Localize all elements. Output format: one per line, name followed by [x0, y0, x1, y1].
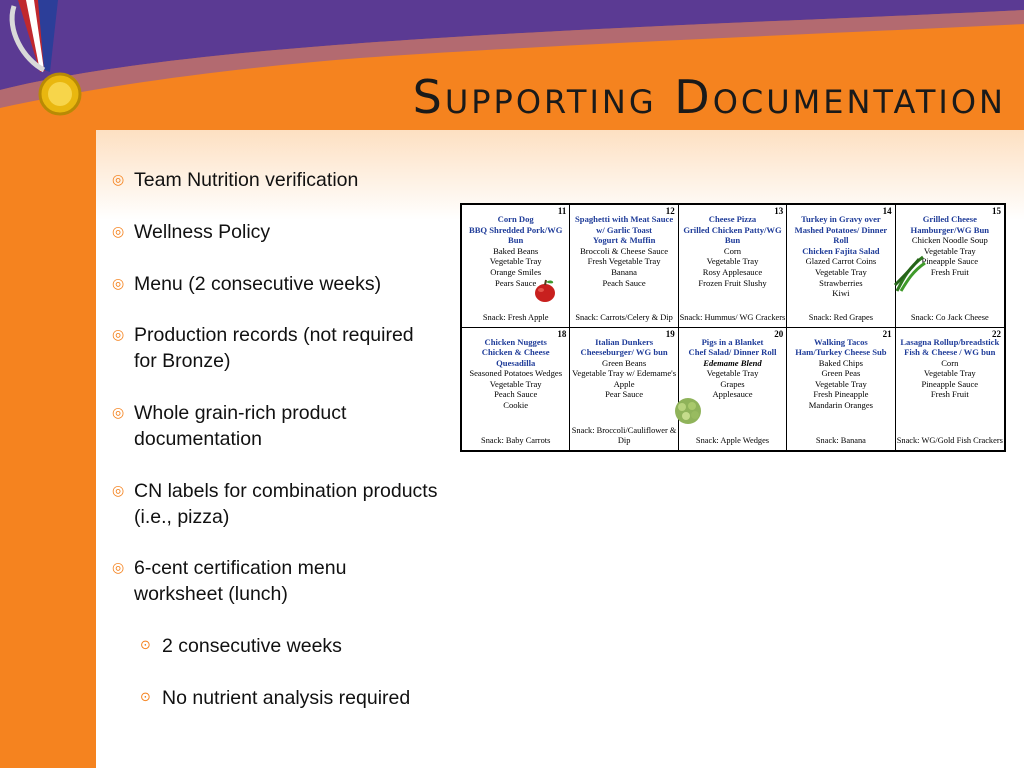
menu-item: Vegetable Tray	[923, 368, 976, 379]
menu-item: Green Peas	[821, 368, 861, 379]
menu-item: Ham/Turkey Cheese Sub	[795, 347, 887, 358]
bullet-item	[112, 322, 414, 374]
sub-bullet-text: No nutrient analysis required	[162, 687, 411, 709]
menu-day-cell	[570, 328, 678, 451]
menu-item: Apple	[613, 378, 635, 389]
menu-items	[679, 205, 786, 288]
menu-items	[462, 328, 569, 411]
menu-item: Italian Dunkers	[595, 336, 654, 347]
menu-items	[896, 328, 1004, 401]
bullet-text: Production records (not required for Bronze)	[134, 324, 414, 372]
snack-label: Snack: Hummus/ WG Crackers	[679, 312, 786, 322]
circle-bullet-icon: ◎	[112, 327, 125, 343]
small-circle-bullet-icon: ⊙	[140, 690, 151, 705]
menu-day-cell	[787, 328, 895, 451]
day-number: 22	[992, 328, 1001, 339]
bullet-item	[112, 555, 346, 607]
menu-item: Vegetable Tray	[706, 368, 759, 379]
menu-item: Pineapple Sauce	[921, 378, 979, 389]
menu-item: Baked Chips	[818, 357, 863, 368]
day-number: 20	[774, 328, 784, 339]
menu-item: Rosy Applesauce	[702, 266, 763, 277]
snack-label: Snack: WG/Gold Fish Crackers	[896, 436, 1003, 446]
small-circle-bullet-icon: ⊙	[140, 638, 151, 653]
menu-item: Seasoned Potatoes Wedges	[469, 368, 563, 379]
bullet-item	[112, 219, 270, 245]
menu-item: Pineapple Sauce	[921, 256, 979, 267]
menu-item: Corn	[723, 245, 742, 256]
menu-item: Grilled Cheese	[922, 214, 977, 224]
snack-label: Snack: Carrots/Celery & Dip	[575, 312, 673, 322]
left-accent-bar	[0, 120, 96, 768]
circle-bullet-icon: ◎	[112, 276, 125, 292]
day-number: 11	[557, 206, 567, 216]
menu-item: Applesauce	[712, 389, 753, 400]
medal-icon	[4, 0, 90, 118]
menu-item: Fresh Fruit	[930, 389, 969, 400]
snack-label: Snack: Broccoli/Cauliflower & Dip	[571, 425, 677, 446]
menu-item: Hamburger/WG Bun	[910, 224, 990, 235]
menu-item: Vegetable Tray	[706, 256, 759, 267]
menu-item: Grapes	[720, 378, 745, 389]
snack-label: Snack: Red Grapes	[808, 312, 873, 322]
menu-item: Pears Sauce	[495, 277, 537, 288]
menu-item: Spaghetti with Meat Sauce	[575, 214, 674, 224]
menu-item: Vegetable Tray	[489, 256, 542, 267]
menu-day-cell	[787, 205, 895, 328]
menu-items	[462, 205, 569, 288]
circle-bullet-icon: ◎	[112, 224, 125, 240]
day-number: 21	[882, 328, 892, 339]
menu-item: Chicken Nuggets	[484, 336, 547, 347]
menu-item: Pigs in a Blanket	[701, 336, 764, 347]
menu-item: Chicken Fajita Salad	[802, 245, 880, 256]
menu-item: Edemame Blend	[703, 357, 762, 368]
bullet-text: CN labels for combination products (i.e., pizza)	[134, 480, 438, 528]
apple-icon	[532, 279, 558, 303]
menu-item: Orange Smiles	[490, 266, 542, 277]
menu-calendar	[460, 203, 1006, 452]
menu-items	[787, 205, 894, 299]
menu-item: Vegetable Tray	[814, 266, 867, 277]
bullet-item	[112, 271, 381, 297]
menu-day-cell	[462, 205, 570, 328]
menu-item: Fresh Vegetable Tray	[587, 256, 661, 267]
day-number: 15	[992, 206, 1001, 216]
menu-day-cell	[679, 205, 787, 328]
menu-item: Chef Salad/ Dinner Roll	[688, 347, 777, 358]
snack-label: Snack: Baby Carrots	[481, 436, 551, 446]
bullet-item	[112, 400, 346, 452]
menu-item: Turkey in Gravy over	[801, 214, 881, 224]
menu-item: Mandarin Oranges	[808, 400, 873, 411]
menu-item: Frozen Fruit Slushy	[698, 277, 767, 288]
menu-items	[570, 205, 677, 288]
green-beans-icon	[893, 255, 927, 293]
menu-item: Kiwi	[832, 288, 850, 299]
snack-label: Snack: Banana	[815, 436, 866, 446]
menu-item: Chicken & Cheese Quesadilla	[481, 347, 550, 368]
bullet-item	[112, 478, 437, 530]
menu-item: Chicken Noodle Soup	[911, 235, 988, 246]
day-number: 18	[557, 328, 567, 339]
menu-item: Lasagna Rollup/breadstick	[900, 336, 1000, 347]
menu-item: BBQ Shredded Pork/WG Bun	[468, 224, 563, 246]
sub-bullet-item	[140, 685, 410, 711]
menu-item: Fresh Pineapple	[813, 389, 869, 400]
menu-item: Grilled Chicken Patty/WG Bun	[683, 224, 782, 246]
bullet-item	[112, 167, 358, 193]
menu-items	[679, 328, 786, 401]
day-number: 13	[774, 206, 784, 216]
snack-label: Snack: Apple Wedges	[695, 436, 770, 446]
menu-day-cell	[570, 205, 678, 328]
menu-item: Fish & Cheese / WG bun	[904, 347, 996, 358]
menu-item: Green Beans	[602, 357, 647, 368]
day-number: 19	[665, 328, 675, 339]
menu-items	[787, 328, 894, 411]
menu-item: Banana	[611, 266, 637, 277]
menu-item: Cookie	[503, 400, 529, 411]
menu-item: Walking Tacos	[814, 336, 868, 347]
day-number: 14	[882, 206, 892, 216]
snack-label: Snack: Fresh Apple	[482, 312, 549, 322]
menu-item: Broccoli & Cheese Sauce	[580, 245, 669, 256]
menu-item: Vegetable Tray	[814, 378, 867, 389]
menu-item: Fresh Fruit	[930, 266, 969, 277]
sub-bullet-item	[140, 633, 342, 659]
bullet-text: Team Nutrition verification	[134, 169, 359, 191]
menu-item: Yogurt & Muffin	[592, 235, 656, 246]
slide-title: Supporting Documentation	[412, 70, 1006, 124]
circle-bullet-icon: ◎	[112, 172, 125, 188]
snack-label: Snack: Co Jack Cheese	[910, 312, 989, 322]
bullet-text: Menu (2 consecutive weeks)	[134, 273, 382, 295]
menu-item: Cheeseburger/ WG bun	[580, 347, 668, 358]
menu-item: Vegetable Tray	[923, 245, 976, 256]
menu-items	[570, 328, 677, 401]
menu-item: Vegetable Tray w/ Edemame's	[572, 368, 677, 379]
sub-bullet-text: 2 consecutive weeks	[162, 635, 342, 657]
menu-item: Vegetable Tray	[489, 378, 542, 389]
menu-day-cell	[896, 328, 1004, 451]
menu-day-cell	[679, 328, 787, 451]
menu-item: Peach Sauce	[602, 277, 646, 288]
edamame-icon	[672, 397, 704, 425]
menu-item: Cheese Pizza	[708, 214, 757, 224]
menu-item: w/ Garlic Toast	[596, 224, 653, 235]
menu-day-cell	[462, 328, 570, 451]
menu-item: Strawberries	[819, 277, 863, 288]
menu-item: Peach Sauce	[494, 389, 538, 400]
menu-item: Baked Beans	[493, 245, 539, 256]
circle-bullet-icon: ◎	[112, 405, 125, 421]
menu-item: Corn Dog	[497, 214, 534, 224]
bullet-text: Wellness Policy	[134, 221, 271, 243]
circle-bullet-icon: ◎	[112, 483, 125, 499]
menu-item: Glazed Carrot Coins	[805, 256, 877, 267]
menu-item: Mashed Potatoes/ Dinner Roll	[794, 224, 888, 246]
menu-item: Pear Sauce	[605, 389, 644, 400]
day-number: 12	[665, 206, 675, 216]
menu-item: Corn	[941, 357, 959, 368]
circle-bullet-icon: ◎	[112, 560, 125, 576]
bullet-text: Whole grain-rich product documentation	[134, 402, 347, 450]
bullet-text: 6-cent certification menu worksheet (lunch)	[134, 557, 347, 605]
